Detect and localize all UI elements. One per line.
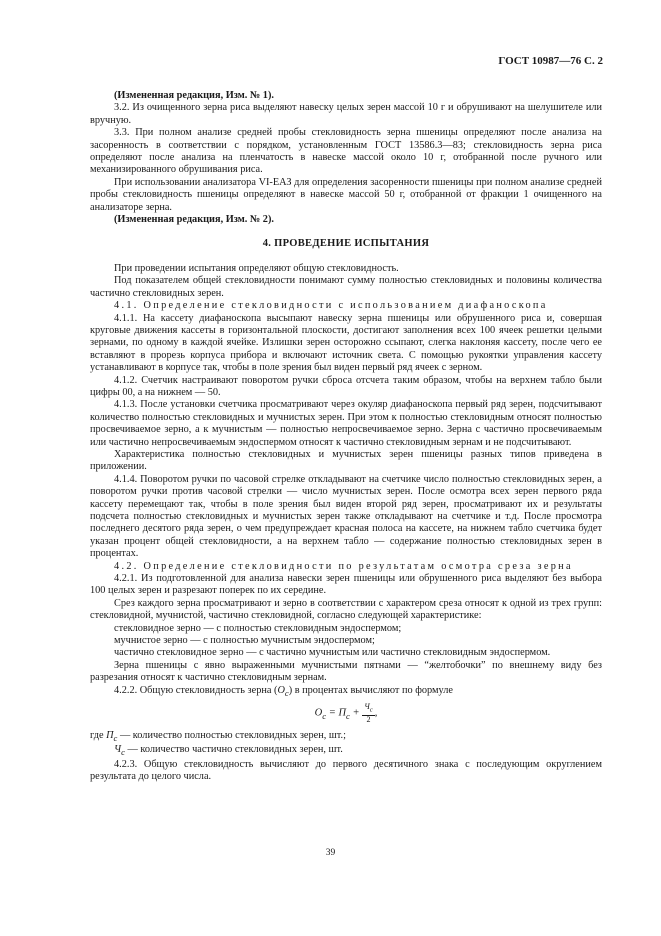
group-mealy: мучнистое зерно — с полностью мучнистым эндоспермом; <box>114 635 375 647</box>
fraction-numerator <box>362 703 374 716</box>
clause-4-1-1: 4.1.1. На кассету диафаноскопа высыпают навеску зерна пшеницы или обрушенного риса и, совершая круговые движения кассеты в горизонтальной плоскости, достигают заполнения всех 100 ячеек решетки целыми зернами, по одному в каждой ячейке. Излишки зерен осторожно ссыпают, слегка наклоняя кассету, после чего ее вставляют в прорезь корпуса прибора и включают источник света. С помощью рукоятки управления кассету устанавливают в корпусе так, чтобы в поле зрения был виден первый ряд ячеек с зерном. <box>90 312 602 374</box>
clause-4-2-2-start: 4.2.2. Общую стекловидность зерна ( <box>114 684 278 696</box>
clause-4-2-3: 4.2.3. Общую стекловидность вычисляют до первого десятичного знака с последующим округлением результата до целого числа. <box>90 758 602 783</box>
clause-4-2-2 <box>90 685 602 699</box>
formula-plus: + <box>352 707 360 719</box>
vitreousness-formula <box>90 703 602 724</box>
where-ch-sub: с <box>121 747 125 758</box>
cut-groups-paragraph: Срез каждого зерна просматривают и зерно в соответствии с характером среза относят к одной из трех групп: стекловидной, мучнистой, частично стекловидной, согласно следующей характеристике: <box>90 597 602 622</box>
amendment-note-2: (Измененная редакция, Изм. № 2). <box>114 214 274 226</box>
clause-3-3: 3.3. При полном анализе средней пробы стекловидность зерна пшеницы определяют после анализа на засоренность в соответствии с порядком, установленным ГОСТ 13586.3—83; стекловидность зерна риса определяют после анализа на пленчатость в навеске массой около 10 г, отобранной после ручного или механизированного обрушивания риса. <box>90 127 602 176</box>
clause-4-2-1: 4.2.1. Из подготовленной для анализа навески зерен пшеницы или обрушенного риса выделяют без выбора 100 целых зерен и разрезают поперек по их середине. <box>90 573 602 597</box>
fraction-num-sub: с <box>369 706 373 714</box>
where-desc-2: — количество частично стекловидных зерен, шт. <box>127 744 343 756</box>
body-definition: Под показателем общей стекловидности понимают сумму полностью стекловидных и половины количества частично стекловидных зерен. <box>90 275 602 299</box>
where-desc-1: — количество полностью стекловидных зерен, шт.; <box>119 729 346 741</box>
formula-lhs: О <box>314 707 323 719</box>
group-vitreous: стекловидное зерно — с полностью стекловидным эндоспермом; <box>114 622 402 634</box>
formula-fraction <box>362 703 374 724</box>
where-var-ch <box>114 744 125 758</box>
clause-4-1-3: 4.1.3. После установки счетчика просматривают через окуляр диафаноскопа первый ряд зерен, подсчитывают количество полностью стекловидных и мучнистых зерен. При этом к полностью стекловидным относят полностью просвечиваемое зерно, а к мучнистым — полностью непросвечиваемое зерно. Зерна с частично просвечиваемым или частично непросвечиваемым эндоспермом относят к частично стекловидным зернам и не подсчитывают. <box>90 399 602 448</box>
formula-lhs-sub: с <box>322 710 327 721</box>
yellowberry-paragraph: Зерна пшеницы с явно выраженными мучнистыми пятнами — “желтобочки” по внешнему виду без разрезания относят к частично стекловидным зернам. <box>90 659 602 684</box>
document-body <box>90 90 602 783</box>
where-line-1 <box>90 730 602 744</box>
where-p-sub: с <box>113 732 118 743</box>
var-o-sub: с <box>284 687 289 698</box>
clause-4-1-4: 4.1.4. Поворотом ручки по часовой стрелке откладывают на счетчике число полностью стекловидных зерен, а поворотом ручки против часовой стрелки — число мучнистых зерен. После осмотра всех зерен первого ряда кассету перемещают так, чтобы в поле зрения был виден второй ряд зерен, просматривают их и результаты подсчета полностью стекловидных и мучнистых зерен также откладывают на счетчике и т.д. После просмотра последнего десятого ряда зерен, о чем предупреждает красная полоса на кассете, на нижнем табло счетчика будет указан процент общей стекловидности, а на верхнем табло — содержание полностью стекловидных зерен в процентах. <box>90 473 602 560</box>
amendment-note-1: (Измененная редакция, Изм. № 1). <box>114 90 274 101</box>
var-o: О <box>277 684 285 696</box>
formula-p-sub: с <box>346 710 350 721</box>
group-partial: частично стекловидное зерно — с частично мучнистым или частично стекловидным эндоспермом. <box>114 647 551 659</box>
where-p-letter: П <box>106 729 114 741</box>
section-title: 4. ПРОВЕДЕНИЕ ИСПЫТАНИЯ <box>262 238 430 250</box>
clause-4-1-heading: 4.1. Определение стекловидности с использованием диафаноскопа <box>114 300 548 312</box>
where-line-2 <box>90 744 602 758</box>
body-intro: При проведении испытания определяют общую стекловидность. <box>114 262 399 274</box>
clause-4-1-2: 4.1.2. Счетчик настраивают поворотом ручки сброса отсчета таким образом, чтобы на верхнем табло были цифры 00, а на нижнем — 50. <box>90 374 602 398</box>
fraction-num-letter: Ч <box>364 702 370 712</box>
clause-4-2-2-end: ) в процентах вычисляют по формуле <box>288 684 453 696</box>
where-word: где <box>90 729 104 741</box>
where-var-p <box>106 730 117 741</box>
where-ch-letter: Ч <box>114 744 122 756</box>
fraction-denominator: 2 <box>366 714 371 724</box>
clause-4-2-2-var <box>277 685 288 696</box>
clause-3-2: 3.2. Из очищенного зерна риса выделяют навеску целых зерен массой 10 г и обрушивают на шелушителе или вручную. <box>90 102 602 126</box>
clause-4-2-heading: 4.2. Определение стекловидности по результатам осмотра среза зерна <box>114 560 573 572</box>
formula-equals: = <box>328 707 336 719</box>
page-number: 39 <box>325 848 336 858</box>
formula-p: П <box>338 707 347 719</box>
document-header: ГОСТ 10987—76 С. 2 <box>498 55 603 67</box>
analyzer-paragraph: При использовании анализатора VI-ЕАЗ для определения засоренности пшеницы при полном анализе средней пробы стекловидность пшеницы определяют в навеске массой 50 г, отобранной от фракции 1 очищенного на анализаторе зерна. <box>90 176 602 213</box>
appendix-reference: Характеристика полностью стекловидных и мучнистых зерен пшеницы разных типов приведена в приложении. <box>90 448 602 473</box>
formula-comma: , <box>374 707 378 719</box>
